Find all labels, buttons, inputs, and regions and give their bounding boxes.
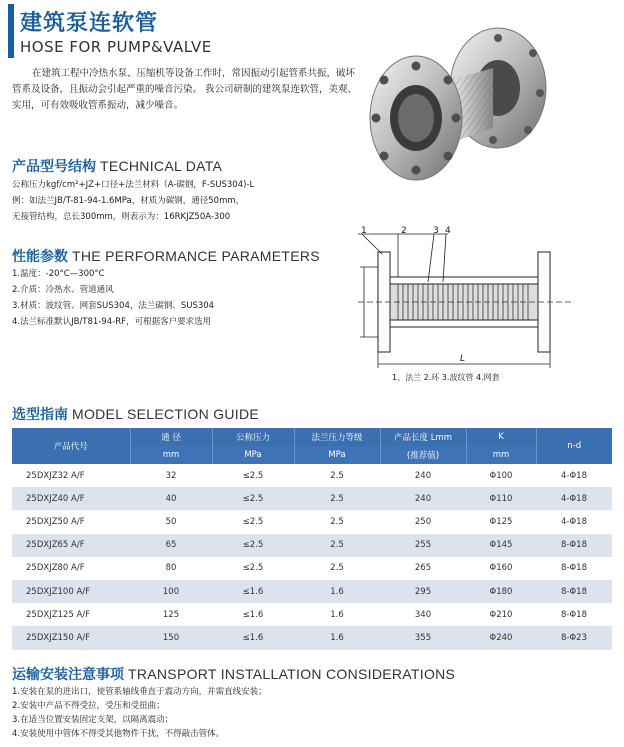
cell: 80 <box>130 557 212 580</box>
cell-code: 25DXJZ65 A/F <box>12 534 130 557</box>
technical-line: 例：如法兰JB/T-81-94-1.6MPa，材质为碳钢，通径50mm， <box>12 196 245 206</box>
cell: 1.6 <box>294 580 380 603</box>
cell: 1.6 <box>294 603 380 626</box>
cell: 2.5 <box>294 487 380 510</box>
col-header-length: 产品长度 Lmm <box>380 428 466 446</box>
callout-3: 3 <box>433 226 439 236</box>
cell: ≤2.5 <box>212 464 294 487</box>
cell: 255 <box>380 534 466 557</box>
page-title: 建筑泵连软管 <box>20 11 159 36</box>
cell: 65 <box>130 534 212 557</box>
table-row <box>12 464 612 487</box>
transport-line: 1.安装在泵的进出口，使管系轴线垂直于震动方向，并需直线安装； <box>12 687 267 697</box>
transport-line: 2.安装中产品不得受拉，受压和受扭曲； <box>12 701 165 711</box>
cell: 8-Φ18 <box>536 557 612 580</box>
cell: 150 <box>130 626 212 649</box>
cell: 240 <box>380 464 466 487</box>
cell-code: 25DXJZ100 A/F <box>12 580 130 603</box>
title-accent-bar <box>8 4 14 58</box>
table-row <box>12 580 612 603</box>
selection-heading <box>12 404 259 424</box>
cell: 2.5 <box>294 510 380 533</box>
cell: Φ100 <box>466 464 536 487</box>
performance-line: 1.温度：-20°C—300°C <box>12 269 105 279</box>
cell: 4-Φ18 <box>536 510 612 533</box>
cell: 125 <box>130 603 212 626</box>
cell: 8-Φ23 <box>536 626 612 649</box>
performance-heading-cn: 性能参数 <box>12 249 68 265</box>
callout-1: 1 <box>361 226 367 236</box>
cell: 100 <box>130 580 212 603</box>
cell: 1.6 <box>294 626 380 649</box>
cell: 32 <box>130 464 212 487</box>
cell: Φ210 <box>466 603 536 626</box>
table-row <box>12 626 612 649</box>
drawing-caption: 1、法兰 2.环 3.波纹管 4.网套 <box>392 373 500 382</box>
cell: ≤1.6 <box>212 626 294 649</box>
cell: 8-Φ18 <box>536 603 612 626</box>
col-header-flange-pressure: 法兰压力等级 <box>294 428 380 446</box>
cell: 2.5 <box>294 464 380 487</box>
col-header-diameter: 通 径 <box>130 428 212 446</box>
cell-code: 25DXJZ40 A/F <box>12 487 130 510</box>
selection-heading-cn: 选型指南 <box>12 407 68 423</box>
technical-line: 公称压力kgf/cm²+JZ+口径+法兰材料（A-碳钢，F-SUS304)-L <box>12 180 255 190</box>
technical-heading <box>12 156 222 176</box>
cell: ≤1.6 <box>212 603 294 626</box>
table-row <box>12 534 612 557</box>
cell: 265 <box>380 557 466 580</box>
unit-flange-pressure: MPa <box>294 446 380 464</box>
unit-diameter: mm <box>130 446 212 464</box>
intro-paragraph: 在建筑工程中冷热水泵、压缩机等设备工作时，常因振动引起管系共振，破坏管系及设备，且振动会引起严重的噪音污染。 我公司研制的建筑泵连软管，美观、实用，可有效吸收管系振动，减少噪音。 <box>12 68 358 111</box>
cell: ≤2.5 <box>212 510 294 533</box>
performance-heading <box>12 246 320 266</box>
hose-product-photo <box>368 18 558 218</box>
col-header-code: 产品代号 <box>12 428 130 464</box>
performance-text <box>12 266 214 330</box>
cell: 240 <box>380 487 466 510</box>
cell: Φ125 <box>466 510 536 533</box>
unit-k: mm <box>466 446 536 464</box>
selection-table <box>12 428 612 650</box>
technical-text <box>12 177 254 225</box>
table-row <box>12 487 612 510</box>
cell: Φ110 <box>466 487 536 510</box>
col-header-pressure: 公称压力 <box>212 428 294 446</box>
cell-code: 25DXJZ150 A/F <box>12 626 130 649</box>
cell: Φ180 <box>466 580 536 603</box>
dimension-label: L <box>460 354 466 364</box>
technical-heading-en: TECHNICAL DATA <box>100 158 223 174</box>
cell: Φ145 <box>466 534 536 557</box>
technical-line: 无接管结构，总长300mm，则表示为：16RKJZ50A-300 <box>12 212 231 222</box>
transport-line: 3.在适当位置安装固定支架，以隔离震动； <box>12 715 174 725</box>
col-header-nd: n-d <box>536 428 612 464</box>
cell: 40 <box>130 487 212 510</box>
cell: 4-Φ18 <box>536 487 612 510</box>
cell: 2.5 <box>294 557 380 580</box>
transport-line: 4.安装使用中管体不得受其他物件干扰，不得敲击管体。 <box>12 729 225 739</box>
cell: 8-Φ18 <box>536 534 612 557</box>
cell-code: 25DXJZ80 A/F <box>12 557 130 580</box>
selection-heading-en: MODEL SELECTION GUIDE <box>72 406 260 422</box>
cell-code: 25DXJZ32 A/F <box>12 464 130 487</box>
technical-heading-cn: 产品型号结构 <box>12 159 96 175</box>
cell: 50 <box>130 510 212 533</box>
cell: 340 <box>380 603 466 626</box>
cell-code: 25DXJZ125 A/F <box>12 603 130 626</box>
cell: 355 <box>380 626 466 649</box>
cell: 4-Φ18 <box>536 464 612 487</box>
transport-heading-en: TRANSPORT INSTALLATION CONSIDERATIONS <box>128 666 456 682</box>
cell: ≤2.5 <box>212 534 294 557</box>
page-subtitle: HOSE FOR PUMP&VALVE <box>20 38 212 56</box>
cell: ≤1.6 <box>212 580 294 603</box>
unit-pressure: MPa <box>212 446 294 464</box>
performance-heading-en: THE PERFORMANCE PARAMETERS <box>72 248 320 264</box>
table-row <box>12 603 612 626</box>
transport-text <box>12 685 267 741</box>
cell: 8-Φ18 <box>536 580 612 603</box>
cell: ≤2.5 <box>212 557 294 580</box>
col-header-k: K <box>466 428 536 446</box>
cell: Φ160 <box>466 557 536 580</box>
cell: 250 <box>380 510 466 533</box>
cell: ≤2.5 <box>212 487 294 510</box>
cell: 295 <box>380 580 466 603</box>
performance-line: 2.介质：冷热水、管道通风 <box>12 285 114 295</box>
callout-2: 2 <box>401 226 407 236</box>
unit-length: (推荐值) <box>380 446 466 464</box>
transport-heading-cn: 运输安装注意事项 <box>12 667 124 683</box>
table-row <box>12 557 612 580</box>
technical-drawing <box>348 222 584 392</box>
cell-code: 25DXJZ50 A/F <box>12 510 130 533</box>
transport-heading <box>12 664 455 684</box>
performance-line: 3.材质：波纹管、网套SUS304，法兰碳钢、SUS304 <box>12 301 215 311</box>
table-row <box>12 510 612 533</box>
cell: 2.5 <box>294 534 380 557</box>
cell: Φ240 <box>466 626 536 649</box>
performance-line: 4.法兰标准默认JB/T81-94-RF，可根据客户要求选用 <box>12 317 212 327</box>
callout-4: 4 <box>445 226 451 236</box>
